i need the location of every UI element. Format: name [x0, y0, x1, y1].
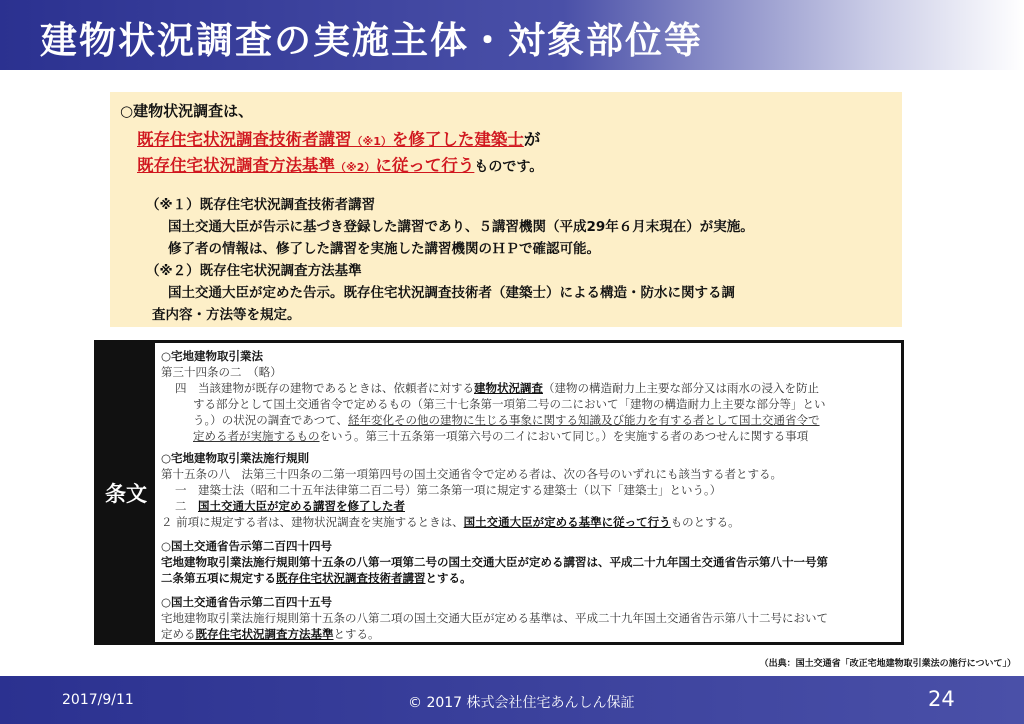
- side-label: 条文: [97, 343, 155, 642]
- law-line: 宅地建物取引業法施行規則第十五条の八第二項の国土交通大臣が定める基準は、平成二十九年国土交通省告示第八十二号において: [161, 611, 828, 625]
- law-line: 定める既存住宅状況調査方法基準とする。: [161, 627, 380, 641]
- law-line: 定める者が実施するものをいう。第三十五条第一項第六号の二イにおいて同じ。）を実施する者のあつせんに関する事項: [193, 429, 809, 443]
- summary-line-2-red: 既存住宅状況調査方法基準: [137, 156, 335, 175]
- summary-line-2-red2: に従って行う: [375, 156, 475, 175]
- summary-intro: ○建物状況調査は、: [120, 102, 254, 120]
- note-1-line-2: 修了者の情報は、修了した講習を実施した講習機関のＨＰで確認可能。: [168, 241, 600, 257]
- law-line: 二 国土交通大臣が定める講習を修了した者: [175, 499, 405, 513]
- source-citation: （出典：国土交通省「改正宅地建物取引業法の施行について」）: [759, 659, 1016, 669]
- summary-box: [110, 92, 902, 327]
- note-2-title: （※２）既存住宅状況調査方法基準: [146, 263, 362, 279]
- law-section-4-title: ○国土交通省告示第二百四十五号: [161, 595, 333, 609]
- law-line: 第十五条の八 法第三十四条の二第一項第四号の国土交通省令で定める者は、次の各号のいずれにも該当する者とする。: [161, 467, 782, 481]
- law-line: ２ 前項に規定する者は、建物状況調査を実施するときは、国土交通大臣が定める基準に従って行うものとする。: [161, 515, 740, 529]
- law-section-1-title: ○宅地建物取引業法: [161, 349, 264, 363]
- summary-line-1-red2: を修了した建築士: [391, 130, 524, 149]
- law-line: 四 当該建物が既存の建物であるときは、依頼者に対する建物状況調査（建物の構造耐力上主要な部分又は雨水の浸入を防止: [175, 381, 819, 395]
- slide-title: 建物状況調査の実施主体・対象部位等: [40, 19, 703, 62]
- note-2-line-1: 国土交通大臣が定めた告示。既存住宅状況調査技術者（建築士）による構造・防水に関する調: [168, 285, 735, 301]
- summary-line-1: [137, 126, 540, 150]
- title-bar: [0, 0, 1024, 70]
- footer-copyright: © 2017 株式会社住宅あんしん保証: [408, 695, 635, 711]
- law-line: う。）の状況の調査であつて、経年変化その他の建物に生じる事象に関する知識及び能力を有する者として国土交通省令で: [193, 413, 820, 427]
- summary-line-1-red: 既存住宅状況調査技術者講習: [137, 130, 352, 149]
- law-line: 第三十四条の二 （略）: [161, 365, 282, 379]
- law-line: 一 建築士法（昭和二十五年法律第二百二号）第二条第一項に規定する建築士（以下「建築士」という。）: [175, 483, 722, 497]
- law-line: する部分として国土交通省令で定めるもの（第三十七条第一項第二号の二において「建物の構造耐力上主要な部分等」とい: [193, 397, 826, 411]
- page-number: 24: [928, 687, 955, 711]
- footer-bar: [0, 676, 1024, 724]
- law-line: 宅地建物取引業法施行規則第十五条の八第一項第二号の国土交通大臣が定める講習は、平成二十九年国土交通省告示第八十一号第: [161, 555, 828, 569]
- summary-line-2: [137, 152, 543, 176]
- summary-line-2-note: （※2）: [335, 161, 376, 174]
- law-section-2-title: ○宅地建物取引業法施行規則: [161, 451, 310, 465]
- footer-date: 2017/9/11: [62, 692, 134, 708]
- law-line: 二条第五項に規定する既存住宅状況調査技術者講習とする。: [161, 571, 472, 585]
- summary-line-1-tail: が: [523, 130, 541, 149]
- note-1-line-1: 国土交通大臣が告示に基づき登録した講習であり、５講習機関（平成29年６月末現在）が実施。: [168, 219, 754, 235]
- summary-line-2-tail: ものです。: [474, 159, 544, 175]
- law-text-box: [94, 340, 904, 645]
- note-2-line-2: 査内容・方法等を規定。: [152, 307, 301, 323]
- note-1-title: （※１）既存住宅状況調査技術者講習: [146, 197, 376, 213]
- law-section-3-title: ○国土交通省告示第二百四十四号: [161, 539, 333, 553]
- summary-line-1-note: （※1）: [351, 135, 392, 148]
